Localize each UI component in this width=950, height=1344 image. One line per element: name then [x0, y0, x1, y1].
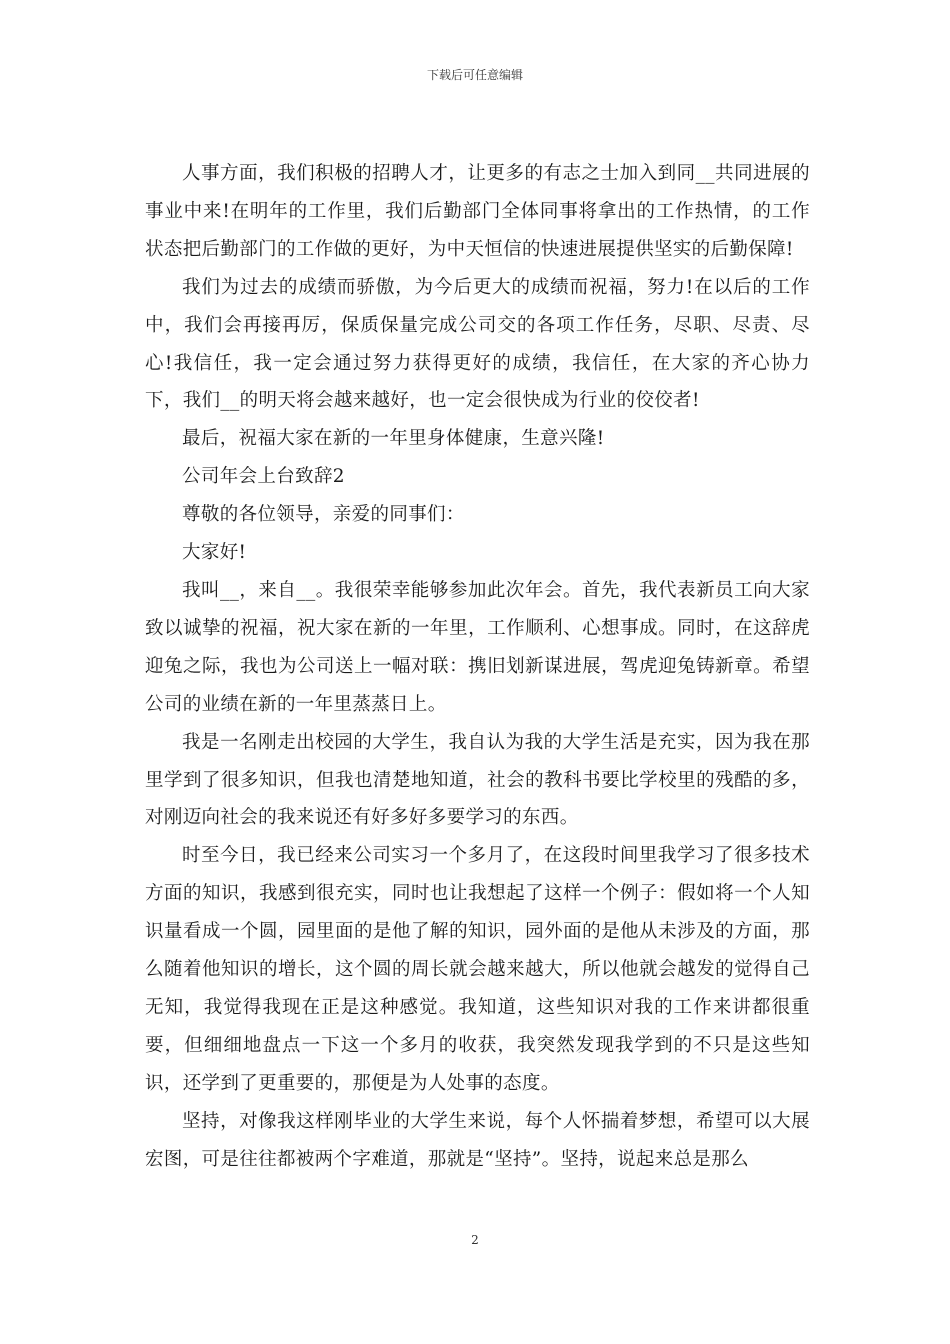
- paragraph-hr: 人事方面，我们积极的招聘人才，让更多的有志之士加入到同__共同进展的事业中来!在明年的工作里，我们后勤部门全体同事将拿出的工作热情，的工作状态把后勤部门的工作做的更好，为中天恒信的快速进展提供坚实的后勤保障!: [145, 163, 810, 260]
- paragraph-persistence: 坚持，对像我这样刚毕业的大学生来说，每个人怀揣着梦想，希望可以大展宏图，可是往往都被两个字难道，那就是“坚持”。坚持，说起来总是那么: [145, 1110, 810, 1170]
- document-body: [145, 155, 810, 1178]
- greeting: 大家好!: [182, 542, 247, 564]
- paragraph-graduate: 我是一名刚走出校园的大学生，我自认为我的大学生活是充实，因为我在那里学到了很多知识，但我也清楚地知道，社会的教科书要比学校里的残酷的多，对刚迈向社会的我来说还有好多好多要学习的东西。: [145, 731, 810, 829]
- page-number: 2: [471, 1233, 479, 1247]
- paragraph-future: 我们为过去的成绩而骄傲，为今后更大的成绩而祝福，努力!在以后的工作中，我们会再接再厉，保质保量完成公司交的各项工作任务，尽职、尽责、尽心!我信任，我一定会通过努力获得更好的成绩，我信任，在大家的齐心协力下，我们__的明天将会越来越好，也一定会很快成为行业的佼佼者!: [145, 276, 810, 412]
- section-title: 公司年会上台致辞2: [182, 466, 345, 488]
- paragraph-internship: 时至今日，我已经来公司实习一个多月了，在这段时间里我学习了很多技术方面的知识，我感到很充实，同时也让我想起了这样一个例子：假如将一个人知识量看成一个圆，园里面的是他了解的知识，园外面的是他从未涉及的方面，那么随着他知识的增长，这个圆的周长就会越来越大，所以他就会越发的觉得自己无知，我觉得我现在正是这种感觉。我知道，这些知识对我的工作来讲都很重要，但细细地盘点一下这一个多月的收获，我突然发现我学到的不只是这些知识，还学到了更重要的，那便是为人处事的态度。: [145, 845, 810, 1094]
- paragraph-closing-wish: 最后，祝福大家在新的一年里身体健康，生意兴隆!: [182, 428, 605, 450]
- paragraph-introduction: 我叫__，来自__。我很荣幸能够参加此次年会。首先，我代表新员工向大家致以诚挚的祝福，祝大家在新的一年里，工作顺利、心想事成。同时，在这辞虎迎兔之际，我也为公司送上一幅对联：携旧划新谋进展，驾虎迎兔铸新章。希望公司的业绩在新的一年里蒸蒸日上。: [145, 579, 810, 715]
- salutation: 尊敬的各位领导，亲爱的同事们：: [182, 504, 465, 526]
- page-header: 下载后可任意编辑: [426, 68, 523, 82]
